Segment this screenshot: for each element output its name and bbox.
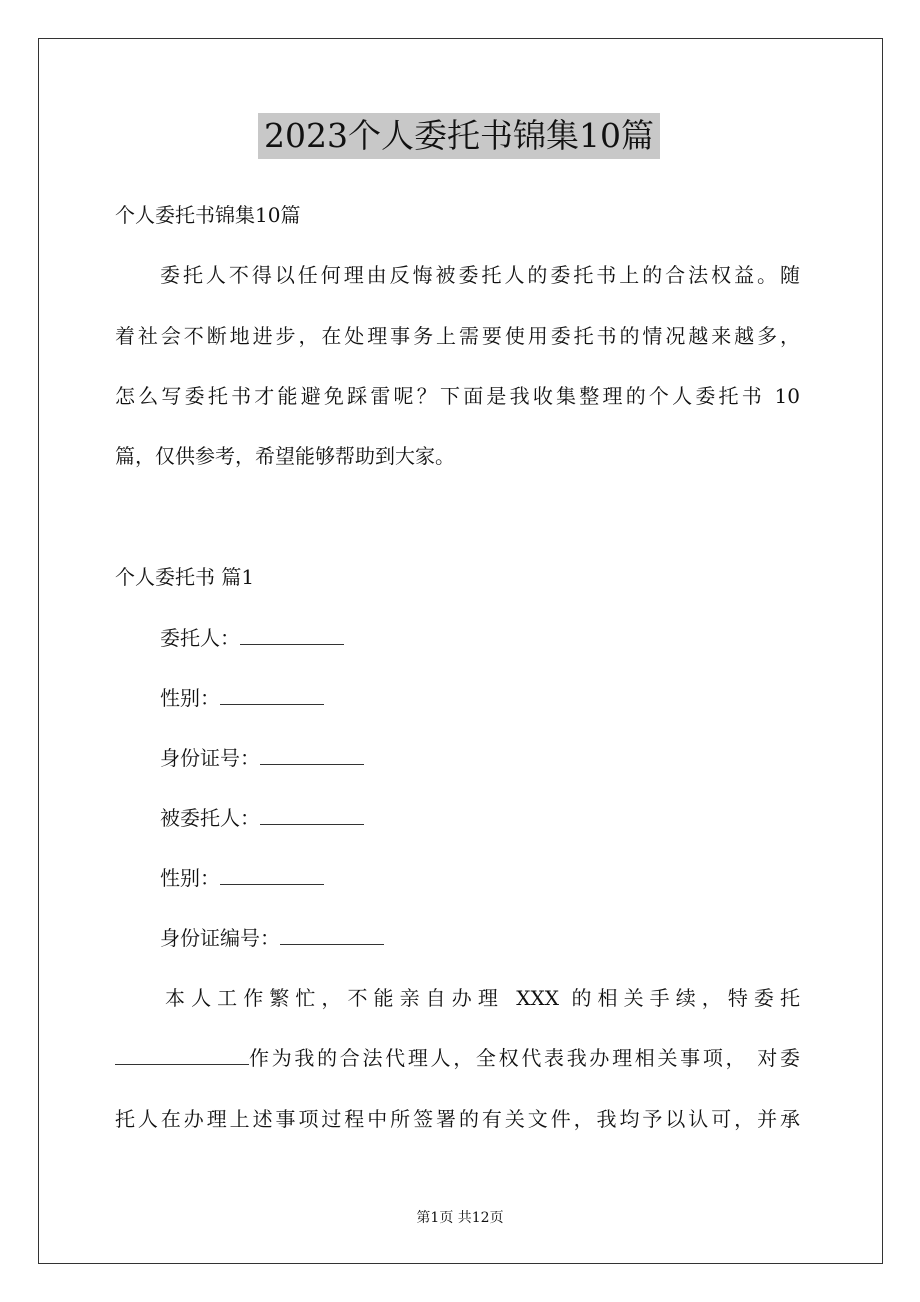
blank-line (115, 1046, 249, 1065)
intro-line: 着社会不断地进步，在处理事务上需要使用委托书的情况越来越多， (115, 324, 800, 348)
body-line: 托人在办理上述事项过程中所签署的有关文件，我均予以认可，并承 (115, 1107, 800, 1131)
subtitle: 个人委托书锦集10篇 (115, 203, 301, 227)
blank-line (280, 926, 384, 945)
field-agent (160, 806, 364, 830)
document-title: 2023个人委托书锦集10篇 (258, 113, 660, 159)
section-heading: 个人委托书 篇1 (115, 565, 255, 589)
blank-line (220, 866, 324, 885)
field-label: 身份证编号： (160, 926, 280, 950)
body-line: 本人工作繁忙，不能亲自办理 XXX 的相关手续，特委托 (165, 986, 800, 1010)
field-label: 委托人： (160, 626, 240, 650)
intro-line: 篇，仅供参考，希望能够帮助到大家。 (115, 444, 455, 468)
page-footer: 第1页 共12页 (416, 1210, 504, 1226)
field-gender (160, 686, 324, 710)
field-id-number (160, 746, 364, 770)
field-label: 被委托人： (160, 806, 260, 830)
intro-line: 委托人不得以任何理由反悔被委托人的委托书上的合法权益。随 (160, 263, 800, 287)
field-principal (160, 626, 344, 650)
field-label: 身份证号： (160, 746, 260, 770)
field-agent-id (160, 926, 384, 950)
blank-line (240, 626, 344, 645)
body-text: 作为我的合法代理人，全权代表我办理相关事项， 对委 (249, 1046, 800, 1070)
intro-line: 怎么写委托书才能避免踩雷呢？下面是我收集整理的个人委托书 10 (115, 384, 800, 408)
blank-line (260, 746, 364, 765)
body-line (115, 1046, 800, 1070)
field-label: 性别： (160, 686, 220, 710)
blank-line (220, 686, 324, 705)
field-label: 性别： (160, 866, 220, 890)
field-agent-gender (160, 866, 324, 890)
blank-line (260, 806, 364, 825)
